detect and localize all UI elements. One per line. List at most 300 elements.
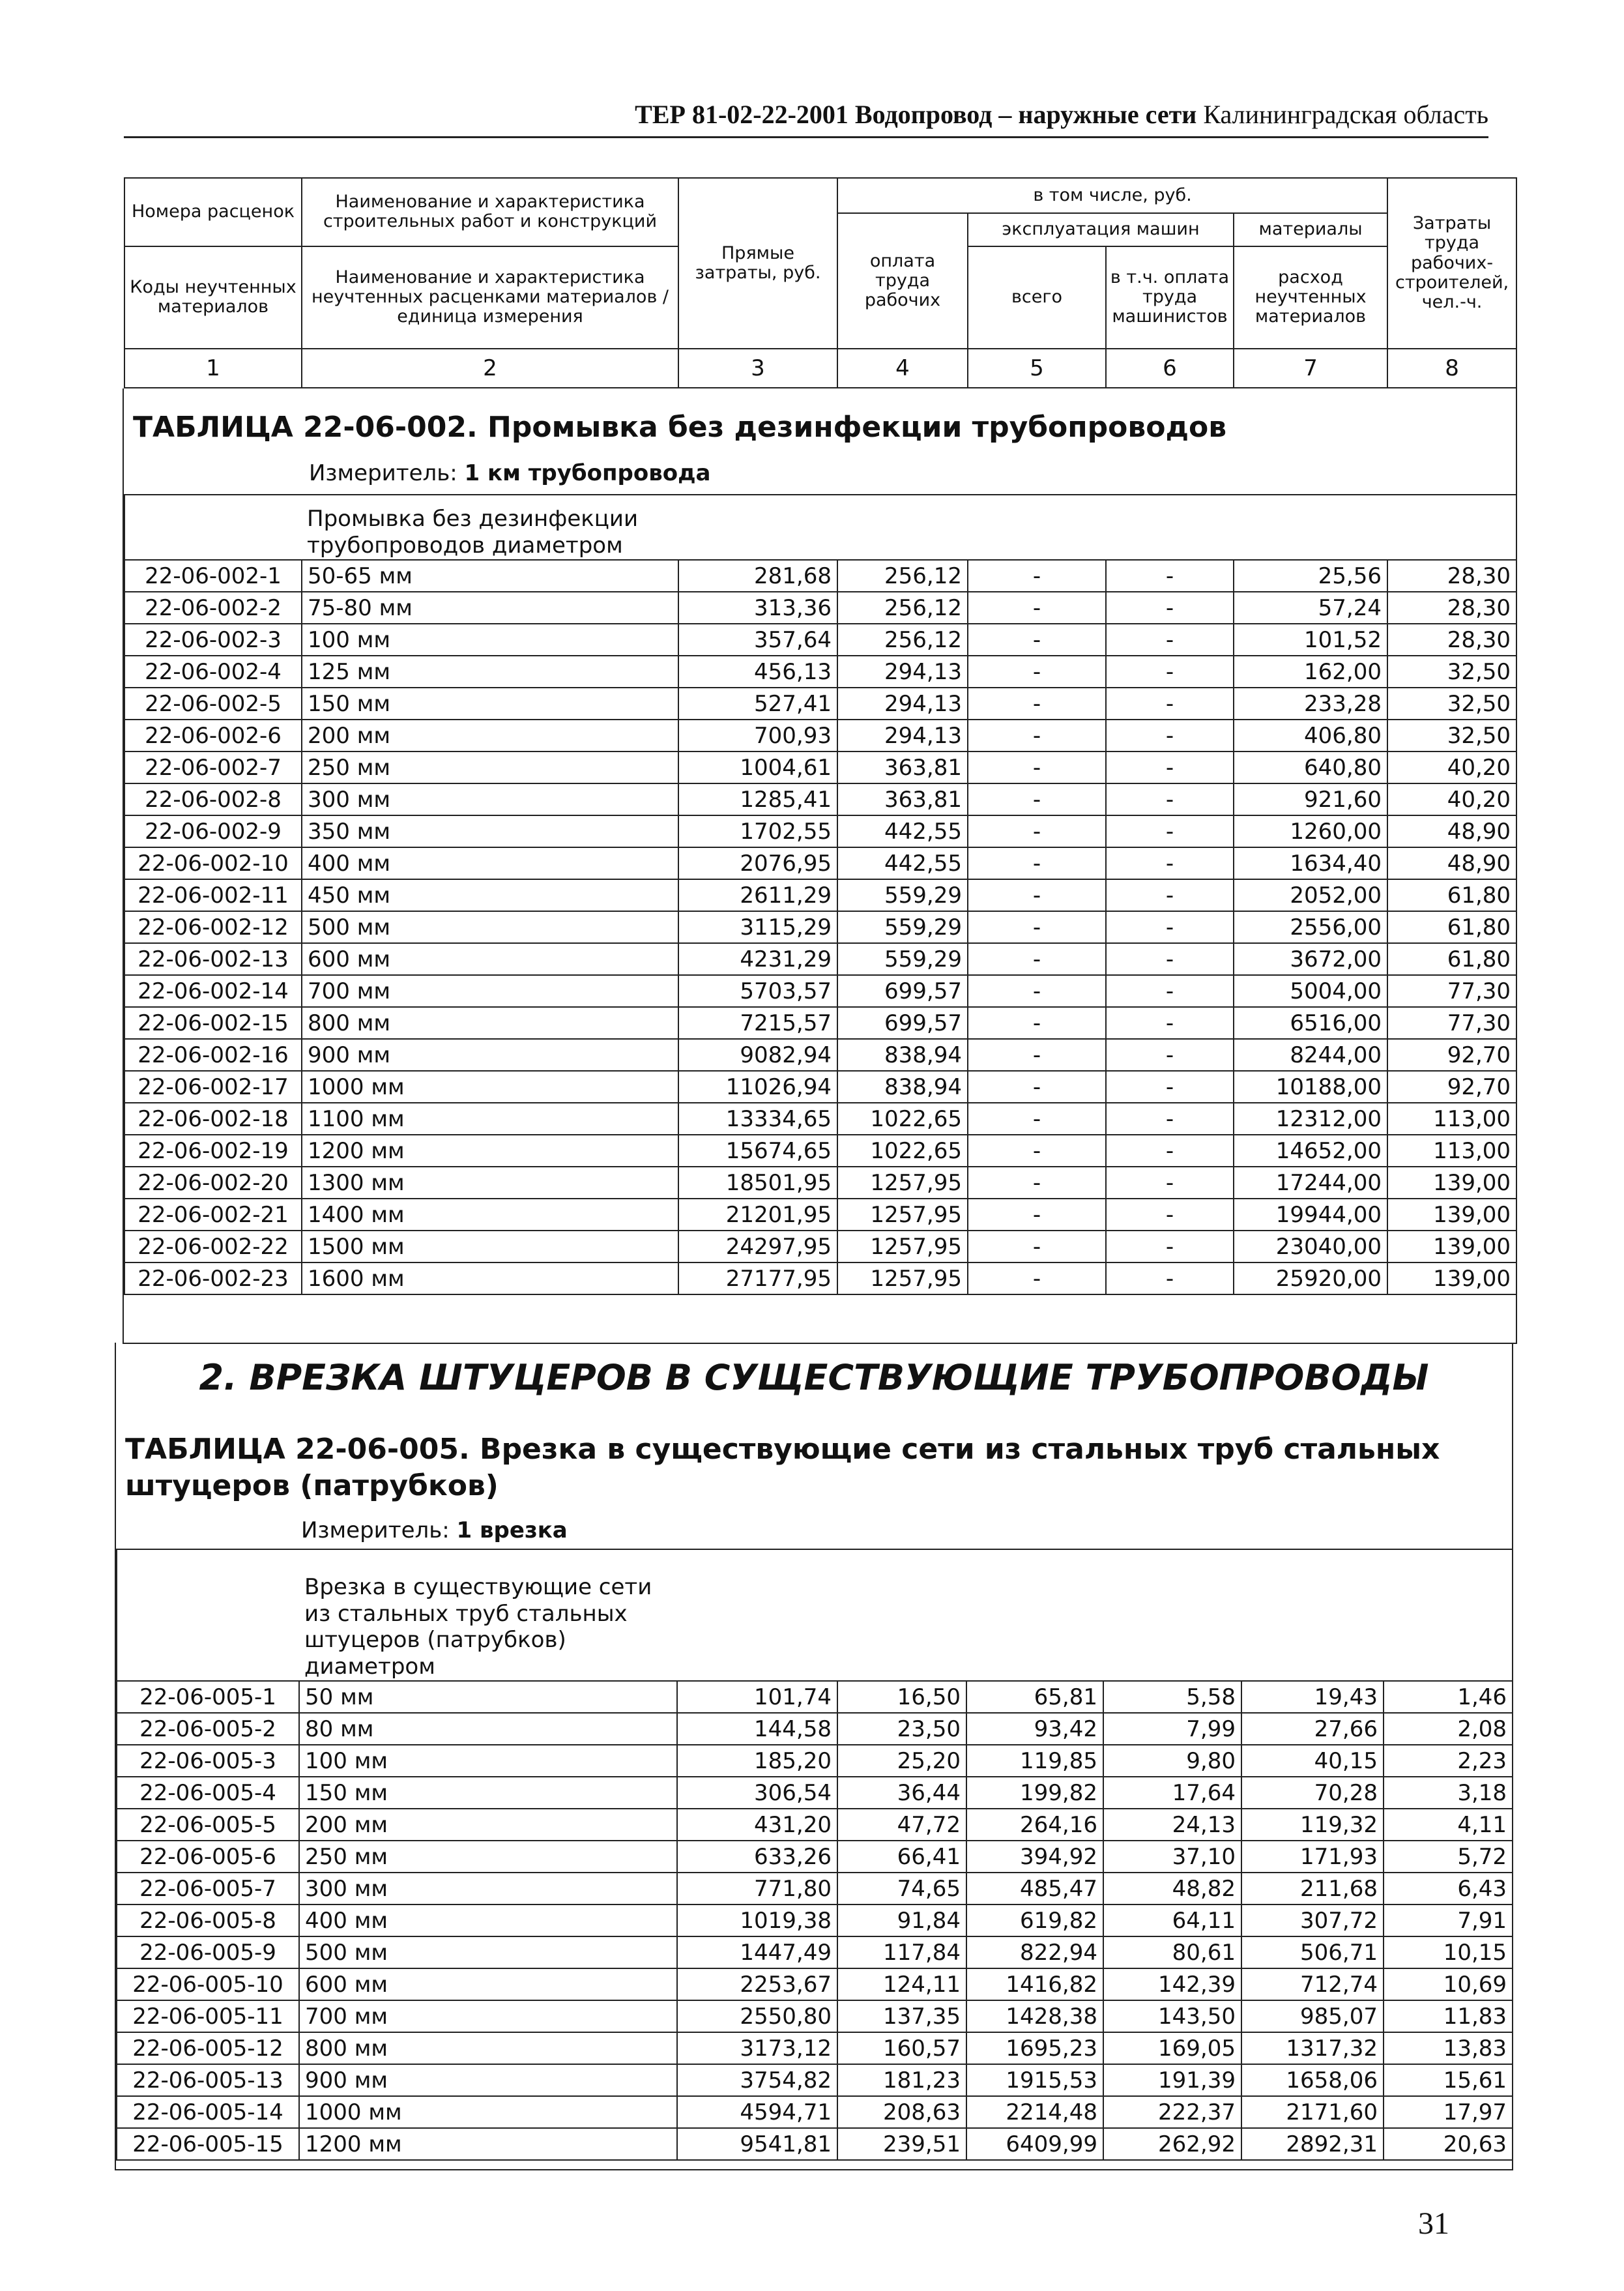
column-number: 8 [1387, 349, 1516, 388]
cell-machinists-pay: 262,92 [1103, 2128, 1241, 2160]
table-row [124, 943, 1516, 975]
cell-workers-pay: 294,13 [837, 720, 968, 752]
cell-labor-costs: 113,00 [1387, 1103, 1516, 1135]
cell-workers-pay: 117,84 [837, 1936, 966, 1968]
cell-labor-costs: 40,20 [1387, 783, 1516, 815]
cell-rate-code: 22-06-005-7 [117, 1873, 299, 1904]
cell-machinists-pay: - [1106, 911, 1234, 943]
cell-diameter: 300 мм [302, 783, 678, 815]
cell-direct-costs: 1019,38 [677, 1904, 837, 1936]
page-header [124, 99, 1488, 138]
cell-diameter: 250 мм [302, 752, 678, 783]
table-row [124, 752, 1516, 783]
cell-labor-costs: 61,80 [1387, 911, 1516, 943]
table-row [124, 656, 1516, 688]
cell-machinists-pay: - [1106, 560, 1234, 592]
cell-rate-code: 22-06-005-10 [117, 1968, 299, 2000]
cell-rate-code: 22-06-005-6 [117, 1841, 299, 1873]
cell-diameter: 1300 мм [302, 1167, 678, 1199]
cell-direct-costs: 313,36 [678, 592, 837, 624]
cell-machines-total: - [968, 1262, 1106, 1294]
cell-machines-total: - [968, 624, 1106, 656]
cell-workers-pay: 208,63 [837, 2096, 966, 2128]
cell-labor-costs: 77,30 [1387, 975, 1516, 1007]
cell-diameter: 200 мм [299, 1809, 677, 1841]
cell-rate-code: 22-06-002-15 [124, 1007, 302, 1039]
cell-direct-costs: 21201,95 [678, 1199, 837, 1231]
cell-diameter: 600 мм [299, 1968, 677, 2000]
cell-workers-pay: 256,12 [837, 624, 968, 656]
cell-diameter: 50-65 мм [302, 560, 678, 592]
lead-blank [677, 1549, 1513, 1681]
cell-diameter: 150 мм [302, 688, 678, 720]
table-row [124, 1039, 1516, 1071]
cell-direct-costs: 431,20 [677, 1809, 837, 1841]
cell-materials-consumption: 70,28 [1241, 1777, 1384, 1809]
meter-label: Измеритель: [301, 1517, 450, 1543]
table-row [117, 2064, 1513, 2096]
cell-materials-consumption: 1634,40 [1234, 847, 1387, 879]
cell-direct-costs: 27177,95 [678, 1262, 837, 1294]
table-row [117, 2000, 1513, 2032]
cell-diameter: 100 мм [299, 1745, 677, 1777]
cell-workers-pay: 36,44 [837, 1777, 966, 1809]
cell-machinists-pay: 169,05 [1103, 2032, 1241, 2064]
table-row [124, 1103, 1516, 1135]
cell-machines-total: - [968, 688, 1106, 720]
cell-materials-consumption: 10188,00 [1234, 1071, 1387, 1103]
cell-workers-pay: 294,13 [837, 688, 968, 720]
page-number: 31 [1418, 2206, 1449, 2241]
table-row [124, 688, 1516, 720]
cell-diameter: 1200 мм [299, 2128, 677, 2160]
cell-rate-code: 22-06-005-15 [117, 2128, 299, 2160]
cell-machines-total: 1416,82 [966, 1968, 1103, 2000]
cell-materials-consumption: 2171,60 [1241, 2096, 1384, 2128]
cell-diameter: 100 мм [302, 624, 678, 656]
cell-rate-code: 22-06-002-6 [124, 720, 302, 752]
cell-labor-costs: 6,43 [1384, 1873, 1513, 1904]
cell-labor-costs: 4,11 [1384, 1809, 1513, 1841]
cell-direct-costs: 18501,95 [678, 1167, 837, 1199]
cell-machinists-pay: 64,11 [1103, 1904, 1241, 1936]
cell-workers-pay: 699,57 [837, 1007, 968, 1039]
cell-workers-pay: 559,29 [837, 879, 968, 911]
cell-diameter: 350 мм [302, 815, 678, 847]
cell-workers-pay: 23,50 [837, 1713, 966, 1745]
cell-labor-costs: 92,70 [1387, 1071, 1516, 1103]
cell-diameter: 75-80 мм [302, 592, 678, 624]
table-2-title-line-1: ТАБЛИЦА 22-06-005. Врезка в существующие сети из стальных труб стальных [125, 1433, 1440, 1466]
cell-machines-total: - [968, 975, 1106, 1007]
cell-direct-costs: 527,41 [678, 688, 837, 720]
cell-machinists-pay: - [1106, 1199, 1234, 1231]
cell-machines-total: 394,92 [966, 1841, 1103, 1873]
cell-machinists-pay: - [1106, 1231, 1234, 1262]
table-row [124, 1071, 1516, 1103]
cell-machines-total: - [968, 1103, 1106, 1135]
cell-machinists-pay: - [1106, 656, 1234, 688]
table-row [117, 1968, 1513, 2000]
cell-workers-pay: 256,12 [837, 592, 968, 624]
cell-diameter: 1000 мм [299, 2096, 677, 2128]
cell-machinists-pay: - [1106, 720, 1234, 752]
cell-direct-costs: 101,74 [677, 1681, 837, 1713]
table-1-rows [124, 494, 1517, 1295]
cell-labor-costs: 139,00 [1387, 1262, 1516, 1294]
cell-diameter: 400 мм [299, 1904, 677, 1936]
cell-rate-code: 22-06-005-4 [117, 1777, 299, 1809]
table-row [124, 847, 1516, 879]
cell-workers-pay: 1022,65 [837, 1103, 968, 1135]
cell-labor-costs: 139,00 [1387, 1167, 1516, 1199]
cell-labor-costs: 92,70 [1387, 1039, 1516, 1071]
cell-labor-costs: 61,80 [1387, 943, 1516, 975]
cell-direct-costs: 2253,67 [677, 1968, 837, 2000]
cell-direct-costs: 633,26 [677, 1841, 837, 1873]
table-row [124, 1135, 1516, 1167]
meter-label: Измеритель: [309, 460, 457, 486]
cell-machines-total: - [968, 943, 1106, 975]
table-22-06-005-block [115, 1343, 1513, 2170]
cell-materials-consumption: 5004,00 [1234, 975, 1387, 1007]
cell-machinists-pay: 48,82 [1103, 1873, 1241, 1904]
cell-machinists-pay: - [1106, 1262, 1234, 1294]
cell-machines-total: - [968, 1199, 1106, 1231]
cell-labor-costs: 48,90 [1387, 815, 1516, 847]
table-row [124, 1007, 1516, 1039]
cell-diameter: 200 мм [302, 720, 678, 752]
header-machines-total: всего [968, 246, 1106, 349]
column-header-table [124, 177, 1517, 388]
table-row [117, 1936, 1513, 1968]
cell-direct-costs: 3173,12 [677, 2032, 837, 2064]
cell-direct-costs: 1004,61 [678, 752, 837, 783]
meter-value: 1 врезка [456, 1517, 568, 1543]
table-row [117, 1904, 1513, 1936]
cell-direct-costs: 13334,65 [678, 1103, 837, 1135]
cell-labor-costs: 7,91 [1384, 1904, 1513, 1936]
cell-materials-consumption: 27,66 [1241, 1713, 1384, 1745]
cell-direct-costs: 4594,71 [677, 2096, 837, 2128]
cell-machines-total: - [968, 592, 1106, 624]
cell-machines-total: 2214,48 [966, 2096, 1103, 2128]
table-row [124, 720, 1516, 752]
cell-diameter: 450 мм [302, 879, 678, 911]
cell-rate-code: 22-06-002-2 [124, 592, 302, 624]
cell-labor-costs: 2,08 [1384, 1713, 1513, 1745]
cell-materials-consumption: 8244,00 [1234, 1039, 1387, 1071]
cell-rate-code: 22-06-002-20 [124, 1167, 302, 1199]
cell-workers-pay: 1257,95 [837, 1231, 968, 1262]
cell-diameter: 1600 мм [302, 1262, 678, 1294]
cell-labor-costs: 5,72 [1384, 1841, 1513, 1873]
cell-direct-costs: 700,93 [678, 720, 837, 752]
table-row [124, 975, 1516, 1007]
cell-workers-pay: 74,65 [837, 1873, 966, 1904]
cell-machines-total: - [968, 815, 1106, 847]
cell-labor-costs: 10,15 [1384, 1936, 1513, 1968]
cell-diameter: 250 мм [299, 1841, 677, 1873]
cell-materials-consumption: 2052,00 [1234, 879, 1387, 911]
cell-rate-code: 22-06-002-12 [124, 911, 302, 943]
table-row [117, 1681, 1513, 1713]
cell-rate-code: 22-06-002-10 [124, 847, 302, 879]
cell-machinists-pay: - [1106, 752, 1234, 783]
cell-direct-costs: 9082,94 [678, 1039, 837, 1071]
cell-direct-costs: 9541,81 [677, 2128, 837, 2160]
cell-direct-costs: 456,13 [678, 656, 837, 688]
column-number: 5 [968, 349, 1106, 388]
cell-machines-total: 264,16 [966, 1809, 1103, 1841]
cell-workers-pay: 838,94 [837, 1039, 968, 1071]
cell-rate-code: 22-06-005-11 [117, 2000, 299, 2032]
cell-labor-costs: 32,50 [1387, 720, 1516, 752]
cell-rate-code: 22-06-002-5 [124, 688, 302, 720]
cell-machinists-pay: 142,39 [1103, 1968, 1241, 2000]
cell-machinists-pay: - [1106, 1135, 1234, 1167]
header-workers-pay: оплата труда рабочих [837, 213, 968, 348]
cell-rate-code: 22-06-002-22 [124, 1231, 302, 1262]
cell-materials-consumption: 985,07 [1241, 2000, 1384, 2032]
table-1-title: ТАБЛИЦА 22-06-002. Промывка без дезинфекции трубопроводов [133, 411, 1227, 444]
table-row [124, 624, 1516, 656]
cell-materials-consumption: 211,68 [1241, 1873, 1384, 1904]
cell-machinists-pay: - [1106, 975, 1234, 1007]
cell-machines-total: 1428,38 [966, 2000, 1103, 2032]
cell-machines-total: - [968, 911, 1106, 943]
cell-workers-pay: 363,81 [837, 752, 968, 783]
cell-diameter: 700 мм [302, 975, 678, 1007]
cell-materials-consumption: 101,52 [1234, 624, 1387, 656]
cell-machines-total: - [968, 1167, 1106, 1199]
cell-materials-consumption: 406,80 [1234, 720, 1387, 752]
cell-labor-costs: 77,30 [1387, 1007, 1516, 1039]
cell-materials-consumption: 57,24 [1234, 592, 1387, 624]
cell-machinists-pay: - [1106, 879, 1234, 911]
cell-machinists-pay: - [1106, 783, 1234, 815]
cell-materials-consumption: 25920,00 [1234, 1262, 1387, 1294]
cell-materials-consumption: 712,74 [1241, 1968, 1384, 2000]
header-machine-operation: эксплуатация машин [968, 213, 1234, 246]
cell-materials-consumption: 233,28 [1234, 688, 1387, 720]
cell-direct-costs: 15674,65 [678, 1135, 837, 1167]
cell-workers-pay: 91,84 [837, 1904, 966, 1936]
cell-labor-costs: 139,00 [1387, 1231, 1516, 1262]
cell-machinists-pay: - [1106, 943, 1234, 975]
cell-rate-code: 22-06-005-8 [117, 1904, 299, 1936]
cell-direct-costs: 1702,55 [678, 815, 837, 847]
cell-machinists-pay: 7,99 [1103, 1713, 1241, 1745]
table-row [124, 783, 1516, 815]
cell-labor-costs: 32,50 [1387, 688, 1516, 720]
cell-machinists-pay: - [1106, 688, 1234, 720]
cell-rate-code: 22-06-002-1 [124, 560, 302, 592]
cell-diameter: 80 мм [299, 1713, 677, 1745]
cell-labor-costs: 15,61 [1384, 2064, 1513, 2096]
cell-materials-consumption: 2556,00 [1234, 911, 1387, 943]
cell-materials-consumption: 14652,00 [1234, 1135, 1387, 1167]
cell-machinists-pay: 222,37 [1103, 2096, 1241, 2128]
cell-machinists-pay: - [1106, 1167, 1234, 1199]
column-number: 3 [678, 349, 837, 388]
cell-machines-total: - [968, 783, 1106, 815]
cell-diameter: 1400 мм [302, 1199, 678, 1231]
cell-labor-costs: 20,63 [1384, 2128, 1513, 2160]
cell-machines-total: 1915,53 [966, 2064, 1103, 2096]
cell-materials-consumption: 3672,00 [1234, 943, 1387, 975]
cell-workers-pay: 294,13 [837, 656, 968, 688]
cell-direct-costs: 2550,80 [677, 2000, 837, 2032]
header-material-codes: Коды неучтенных материалов [124, 246, 302, 349]
cell-rate-code: 22-06-002-17 [124, 1071, 302, 1103]
cell-machines-total: - [968, 1231, 1106, 1262]
cell-workers-pay: 256,12 [837, 560, 968, 592]
cell-rate-code: 22-06-002-11 [124, 879, 302, 911]
cell-machines-total: - [968, 1071, 1106, 1103]
cell-materials-consumption: 506,71 [1241, 1936, 1384, 1968]
cell-materials-consumption: 171,93 [1241, 1841, 1384, 1873]
cell-workers-pay: 1022,65 [837, 1135, 968, 1167]
cell-machinists-pay: - [1106, 1007, 1234, 1039]
header-rate-numbers: Номера расценок [124, 178, 302, 246]
cell-labor-costs: 17,97 [1384, 2096, 1513, 2128]
cell-rate-code: 22-06-005-3 [117, 1745, 299, 1777]
cell-materials-consumption: 921,60 [1234, 783, 1387, 815]
cell-machines-total: - [968, 847, 1106, 879]
table-row [124, 1167, 1516, 1199]
table-row [124, 879, 1516, 911]
cell-machines-total: - [968, 560, 1106, 592]
cell-labor-costs: 28,30 [1387, 592, 1516, 624]
column-number: 4 [837, 349, 968, 388]
table-row [117, 2128, 1513, 2160]
cell-workers-pay: 47,72 [837, 1809, 966, 1841]
cell-workers-pay: 25,20 [837, 1745, 966, 1777]
cell-labor-costs: 10,69 [1384, 1968, 1513, 2000]
cell-direct-costs: 771,80 [677, 1873, 837, 1904]
cell-machines-total: - [968, 879, 1106, 911]
header-machinists-pay: в т.ч. оплата труда машинистов [1106, 246, 1234, 349]
cell-materials-consumption: 162,00 [1234, 656, 1387, 688]
cell-labor-costs: 28,30 [1387, 624, 1516, 656]
cell-machinists-pay: 5,58 [1103, 1681, 1241, 1713]
cell-diameter: 800 мм [299, 2032, 677, 2064]
cell-rate-code: 22-06-002-8 [124, 783, 302, 815]
cell-rate-code: 22-06-002-14 [124, 975, 302, 1007]
cell-rate-code: 22-06-005-12 [117, 2032, 299, 2064]
cell-rate-code: 22-06-002-13 [124, 943, 302, 975]
table-row [117, 1777, 1513, 1809]
column-number: 6 [1106, 349, 1234, 388]
cell-direct-costs: 24297,95 [678, 1231, 837, 1262]
cell-direct-costs: 3115,29 [678, 911, 837, 943]
cell-diameter: 150 мм [299, 1777, 677, 1809]
cell-workers-pay: 1257,95 [837, 1167, 968, 1199]
cell-diameter: 700 мм [299, 2000, 677, 2032]
cell-materials-consumption: 1260,00 [1234, 815, 1387, 847]
cell-diameter: 800 мм [302, 1007, 678, 1039]
cell-machinists-pay: - [1106, 624, 1234, 656]
cell-labor-costs: 48,90 [1387, 847, 1516, 879]
cell-materials-consumption: 19944,00 [1234, 1199, 1387, 1231]
cell-direct-costs: 2611,29 [678, 879, 837, 911]
cell-machines-total: - [968, 1007, 1106, 1039]
cell-machines-total: 822,94 [966, 1936, 1103, 1968]
cell-rate-code: 22-06-002-9 [124, 815, 302, 847]
cell-workers-pay: 699,57 [837, 975, 968, 1007]
cell-workers-pay: 66,41 [837, 1841, 966, 1873]
cell-direct-costs: 281,68 [678, 560, 837, 592]
cell-materials-consumption: 307,72 [1241, 1904, 1384, 1936]
cell-direct-costs: 306,54 [677, 1777, 837, 1809]
header-including-group: в том числе, руб. [837, 178, 1387, 213]
cell-workers-pay: 239,51 [837, 2128, 966, 2160]
cell-machines-total: 119,85 [966, 1745, 1103, 1777]
cell-rate-code: 22-06-002-4 [124, 656, 302, 688]
cell-machinists-pay: 143,50 [1103, 2000, 1241, 2032]
cell-workers-pay: 838,94 [837, 1071, 968, 1103]
cell-rate-code: 22-06-002-18 [124, 1103, 302, 1135]
cell-labor-costs: 13,83 [1384, 2032, 1513, 2064]
cell-workers-pay: 559,29 [837, 943, 968, 975]
cell-diameter: 50 мм [299, 1681, 677, 1713]
cell-machinists-pay: 37,10 [1103, 1841, 1241, 1873]
table-row [117, 2032, 1513, 2064]
cell-rate-code: 22-06-002-3 [124, 624, 302, 656]
cell-labor-costs: 1,46 [1384, 1681, 1513, 1713]
cell-rate-code: 22-06-005-5 [117, 1809, 299, 1841]
meter-value: 1 км трубопровода [464, 460, 711, 486]
cell-labor-costs: 32,50 [1387, 656, 1516, 688]
cell-machines-total: - [968, 1135, 1106, 1167]
cell-materials-consumption: 640,80 [1234, 752, 1387, 783]
cell-direct-costs: 5703,57 [678, 975, 837, 1007]
table-row [117, 1809, 1513, 1841]
cell-workers-pay: 16,50 [837, 1681, 966, 1713]
cell-labor-costs: 11,83 [1384, 2000, 1513, 2032]
cell-materials-consumption: 2892,31 [1241, 2128, 1384, 2160]
cell-rate-code: 22-06-005-9 [117, 1936, 299, 1968]
cell-diameter: 500 мм [299, 1936, 677, 1968]
header-direct-costs: Прямые затраты, руб. [678, 178, 837, 349]
table-row [124, 592, 1516, 624]
table-1-lead-text: Промывка без дезинфекции трубопроводов диаметром [302, 495, 678, 560]
cell-materials-consumption: 12312,00 [1234, 1103, 1387, 1135]
cell-workers-pay: 1257,95 [837, 1262, 968, 1294]
cell-diameter: 900 мм [299, 2064, 677, 2096]
cell-direct-costs: 7215,57 [678, 1007, 837, 1039]
cell-materials-consumption: 1658,06 [1241, 2064, 1384, 2096]
cell-workers-pay: 1257,95 [837, 1199, 968, 1231]
cell-machines-total: 485,47 [966, 1873, 1103, 1904]
cell-machinists-pay: 17,64 [1103, 1777, 1241, 1809]
cell-labor-costs: 2,23 [1384, 1745, 1513, 1777]
document-code: ТЕР 81-02-22-2001 [635, 100, 848, 129]
cell-diameter: 400 мм [302, 847, 678, 879]
document-region: Калининградская область [1203, 100, 1488, 129]
cell-direct-costs: 144,58 [677, 1713, 837, 1745]
cell-machinists-pay: - [1106, 592, 1234, 624]
cell-materials-consumption: 23040,00 [1234, 1231, 1387, 1262]
table-row [124, 1199, 1516, 1231]
cell-materials-consumption: 6516,00 [1234, 1007, 1387, 1039]
cell-rate-code: 22-06-002-7 [124, 752, 302, 783]
cell-direct-costs: 4231,29 [678, 943, 837, 975]
table-1-meter [309, 460, 711, 486]
column-number: 2 [302, 349, 678, 388]
column-number: 7 [1234, 349, 1387, 388]
